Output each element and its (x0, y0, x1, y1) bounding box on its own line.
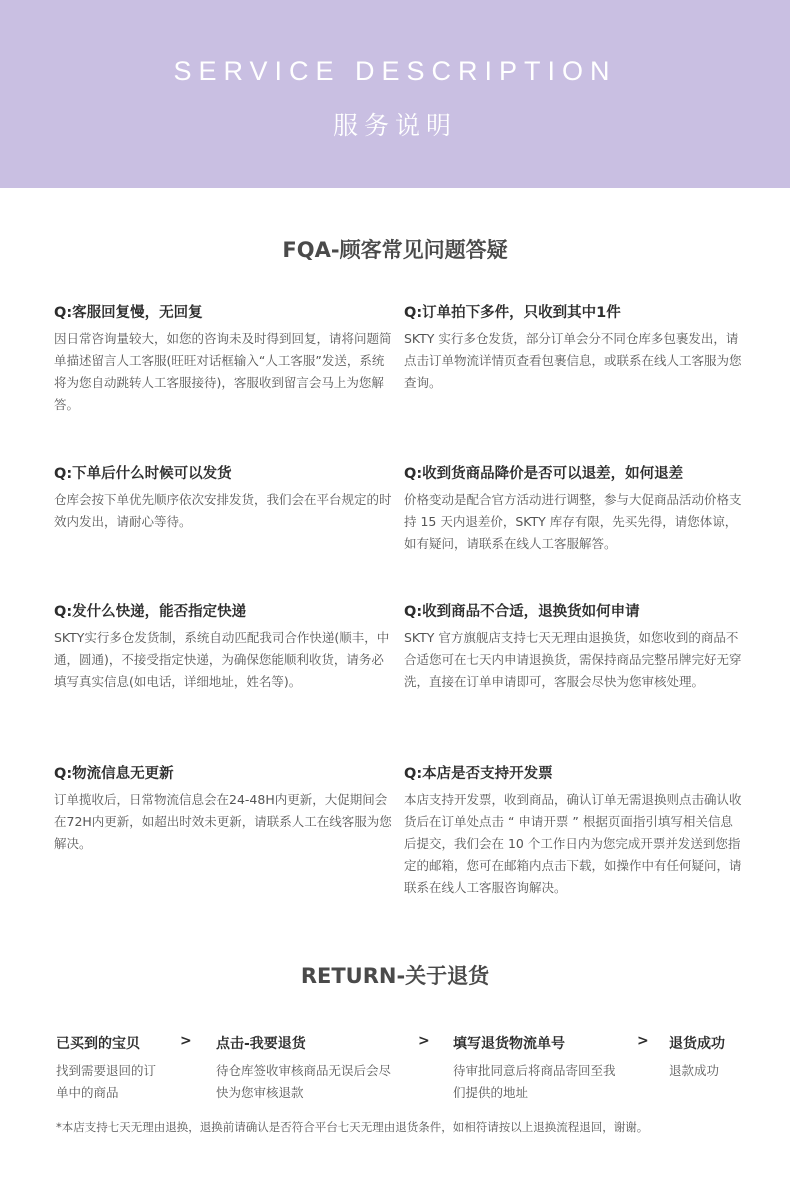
faq-answer: 本店支持开发票，收到商品，确认订单无需退换则点击确认收货后在订单处点击 “ 申请开票 ” 根据页面指引填写相关信息后提交，我们会在 10 个工作日内为您完成开票并发送到您指定的邮箱，您可在邮箱内点击下载，如操作中有任何疑问，请联系在线人工客服咨询解决。 (404, 792, 742, 895)
faq-question: Q:下单后什么时候可以发货 (54, 466, 232, 482)
return-steps (0, 1033, 790, 1103)
step-label: 填写退货物流单号 (453, 1036, 565, 1052)
return-step (216, 1033, 396, 1104)
faq-question: Q:客服回复慢，无回复 (54, 305, 203, 321)
faq-item (54, 462, 394, 533)
faq-question: Q:收到商品不合适，退换货如何申请 (404, 604, 640, 620)
faq-answer: SKTY 实行多仓发货，部分订单会分不同仓库多包裹发出，请点击订单物流详情页查看包裹信息，或联系在线人工客服为您查询。 (404, 331, 742, 390)
banner-title-cn: 服务说明 (332, 111, 457, 140)
step-description: 待仓库签收审核商品无误后会尽快为您审核退款 (216, 1063, 392, 1100)
step-label: 退货成功 (669, 1036, 725, 1052)
header-banner (0, 0, 790, 188)
banner-title-en: SERVICE DESCRIPTION (173, 56, 617, 86)
return-step (669, 1033, 759, 1082)
step-description: 待审批同意后将商品寄回至我们提供的地址 (453, 1063, 616, 1100)
faq-question: Q:订单拍下多件，只收到其中1件 (404, 305, 621, 321)
faq-answer: 订单揽收后，日常物流信息会在24-48H内更新，大促期间会在72H内更新，如超出时效未更新，请联系人工在线客服为您解决。 (54, 792, 392, 851)
faq-item (404, 462, 744, 555)
faq-item (404, 762, 744, 899)
faq-question: Q:本店是否支持开发票 (404, 766, 553, 782)
faq-question: Q:物流信息无更新 (54, 766, 174, 782)
step-label: 已买到的宝贝 (56, 1036, 140, 1052)
faq-question: Q:发什么快递，能否指定快递 (54, 604, 247, 620)
step-description: 找到需要退回的订单中的商品 (56, 1063, 157, 1100)
faq-item (404, 600, 744, 693)
return-footnote: *本店支持七天无理由退换，退换前请确认是否符合平台七天无理由退货条件，如相符请按以上退换流程退回，谢谢。 (56, 1120, 649, 1134)
step-arrow: > (637, 1033, 649, 1049)
faq-answer: SKTY 官方旗舰店支持七天无理由退换货，如您收到的商品不合适您可在七天内申请退换货，需保持商品完整吊牌完好无穿洗，直接在订单申请即可，客服会尽快为您审核处理。 (404, 630, 742, 689)
faq-answer: 价格变动是配合官方活动进行调整，参与大促商品活动价格支持 15 天内退差价，SKTY 库存有限，先买先得，请您体谅，如有疑问，请联系在线人工客服解答。 (404, 492, 742, 551)
faq-item (54, 762, 394, 855)
step-arrow: > (180, 1033, 192, 1049)
faq-item (54, 600, 394, 693)
faq-answer: 因日常咨询量较大，如您的咨询未及时得到回复，请将问题简单描述留言人工客服(旺旺对话框输入“人工客服”发送，系统将为您自动跳转人工客服接待)，客服收到留言会马上为您解答。 (54, 331, 392, 412)
faq-item (54, 301, 394, 416)
faq-answer: SKTY实行多仓发货制，系统自动匹配我司合作快递(顺丰，中通，圆通)，不接受指定快递，为确保您能顺利收货，请务必填写真实信息(如电话，详细地址，姓名等)。 (54, 630, 390, 689)
faq-item (404, 301, 744, 394)
return-section-title: RETURN-关于退货 (300, 964, 490, 988)
step-arrow: > (418, 1033, 430, 1049)
faq-question: Q:收到货商品降价是否可以退差，如何退差 (404, 466, 684, 482)
step-label: 点击-我要退货 (216, 1036, 306, 1052)
return-step (56, 1033, 166, 1104)
faq-section-title: FQA-顾客常见问题答疑 (282, 238, 508, 262)
faq-answer: 仓库会按下单优先顺序依次安排发货，我们会在平台规定的时效内发出，请耐心等待。 (54, 492, 392, 529)
return-step (453, 1033, 623, 1104)
step-description: 退款成功 (669, 1063, 720, 1078)
